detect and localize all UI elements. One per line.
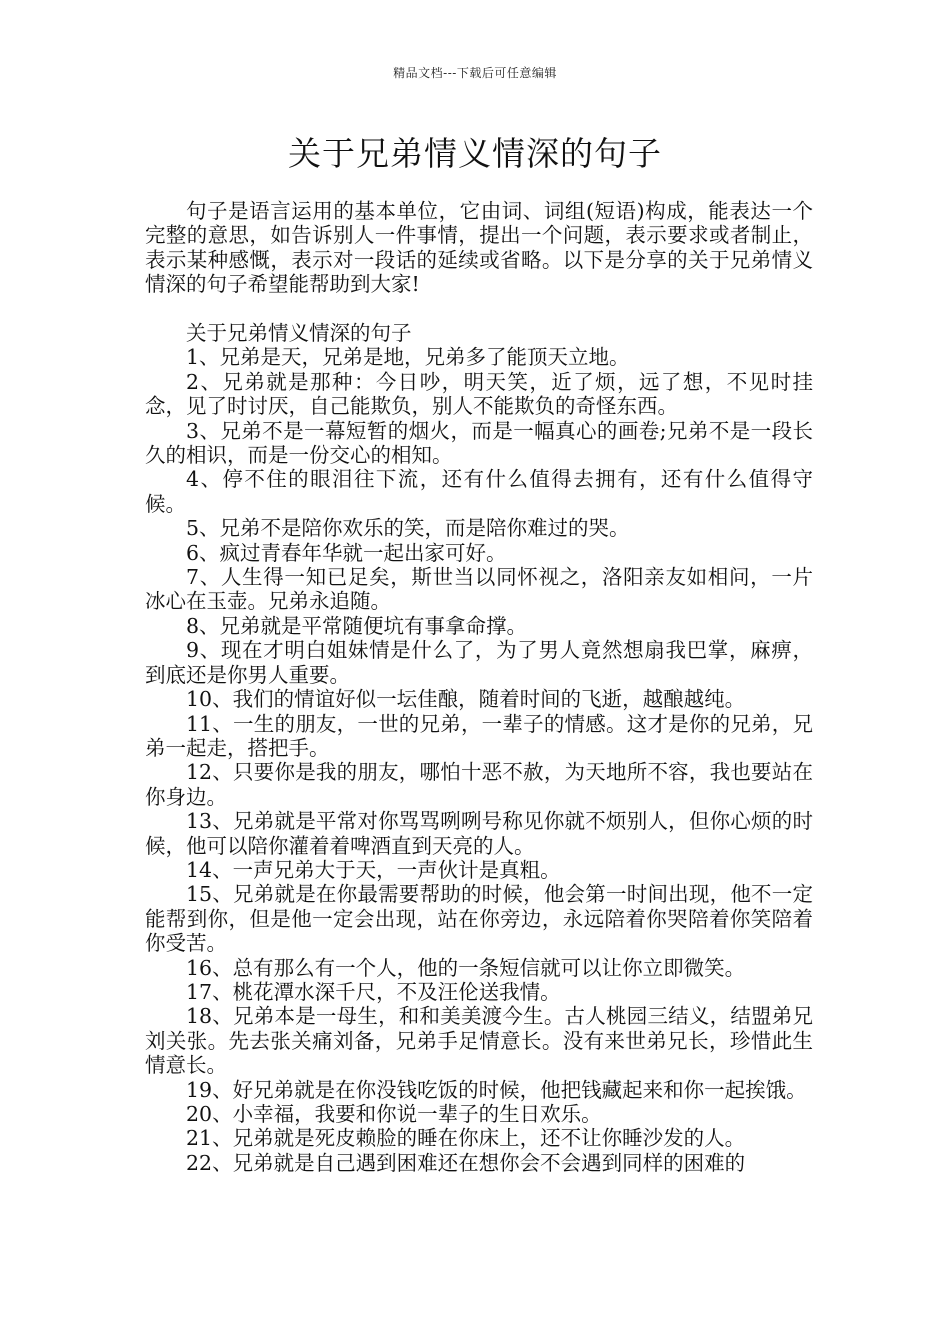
list-item: 17、桃花潭水深千尺，不及汪伦送我情。 (186, 979, 561, 1004)
list-item: 11、一生的朋友，一世的兄弟，一辈子的情感。这才是你的兄弟，兄弟一起走，搭把手。 (145, 711, 813, 760)
list-item: 14、一声兄弟大于天，一声伙计是真粗。 (186, 857, 561, 882)
list-item: 18、兄弟本是一母生，和和美美渡今生。古人桃园三结义，结盟弟兄刘关张。先去张关痛刘备，兄弟手足情意长。没有来世弟兄长，珍惜此生情意长。 (145, 1004, 813, 1078)
list-item: 9、现在才明白姐妹情是什么了，为了男人竟然想扇我巴掌，麻痹，到底还是你男人重要。 (145, 638, 813, 687)
list-item: 12、只要你是我的朋友，哪怕十恶不赦，为天地所不容，我也要站在你身边。 (145, 760, 813, 809)
list-item: 5、兄弟不是陪你欢乐的笑，而是陪你难过的哭。 (186, 516, 630, 541)
list-item: 21、兄弟就是死皮赖脸的睡在你床上，还不让你睡沙发的人。 (186, 1126, 746, 1151)
section-heading: 关于兄弟情义情深的句子 (186, 321, 412, 346)
list-item: 2、兄弟就是那种：今日吵，明天笑，近了烦，远了想，不见时挂念，见了时讨厌，自己能欺负，别人不能欺负的奇怪东西。 (145, 369, 813, 419)
list-item: 8、兄弟就是平常随便坑有事拿命撑。 (186, 613, 528, 638)
list-item: 6、疯过青春年华就一起出家可好。 (186, 540, 507, 565)
list-item: 15、兄弟就是在你最需要帮助的时候，他会第一时间出现，他不一定能帮到你，但是他一定会出现，站在你旁边，永远陪着你哭陪着你笑陪着你受苦。 (145, 882, 813, 956)
list-item: 19、好兄弟就是在你没钱吃饭的时候，他把钱藏起来和你一起挨饿。 (186, 1077, 807, 1102)
list-item: 4、停不住的眼泪往下流，还有什么值得去拥有，还有什么值得守候。 (145, 467, 813, 516)
list-item: 20、小幸福，我要和你说一辈子的生日欢乐。 (186, 1102, 602, 1127)
list-item: 22、兄弟就是自己遇到困难还在想你会不会遇到同样的困难的 (186, 1150, 746, 1175)
list-item: 13、兄弟就是平常对你骂骂咧咧号称见你就不烦别人，但你心烦的时候，他可以陪你灌着着啤酒直到天亮的人。 (145, 809, 813, 858)
list-item: 3、兄弟不是一幕短暂的烟火，而是一幅真心的画卷;兄弟不是一段长久的相识，而是一份交心的相知。 (145, 418, 813, 468)
document-body (145, 199, 813, 1175)
intro-paragraph: 句子是语言运用的基本单位，它由词、词组(短语)构成，能表达一个完整的意思，如告诉别人一件事情，提出一个问题，表示要求或者制止，表示某种感慨，表示对一段话的延续或省略。以下是分享的关于兄弟情义情深的句子希望能帮助到大家! (145, 199, 813, 297)
list-item: 16、总有那么有一个人，他的一条短信就可以让你立即微笑。 (186, 955, 746, 980)
header-note: 精品文档---下载后可任意编辑 (393, 66, 557, 80)
list-item: 7、人生得一知已足矣，斯世当以同怀视之，洛阳亲友如相问，一片冰心在玉壶。兄弟永追随。 (145, 565, 813, 614)
list-item: 10、我们的情谊好似一坛佳酿，随着时间的飞逝，越酿越纯。 (186, 687, 746, 712)
document-title: 关于兄弟情义情深的句子 (288, 134, 662, 173)
list-item: 1、兄弟是天，兄弟是地，兄弟多了能顶天立地。 (186, 345, 630, 370)
